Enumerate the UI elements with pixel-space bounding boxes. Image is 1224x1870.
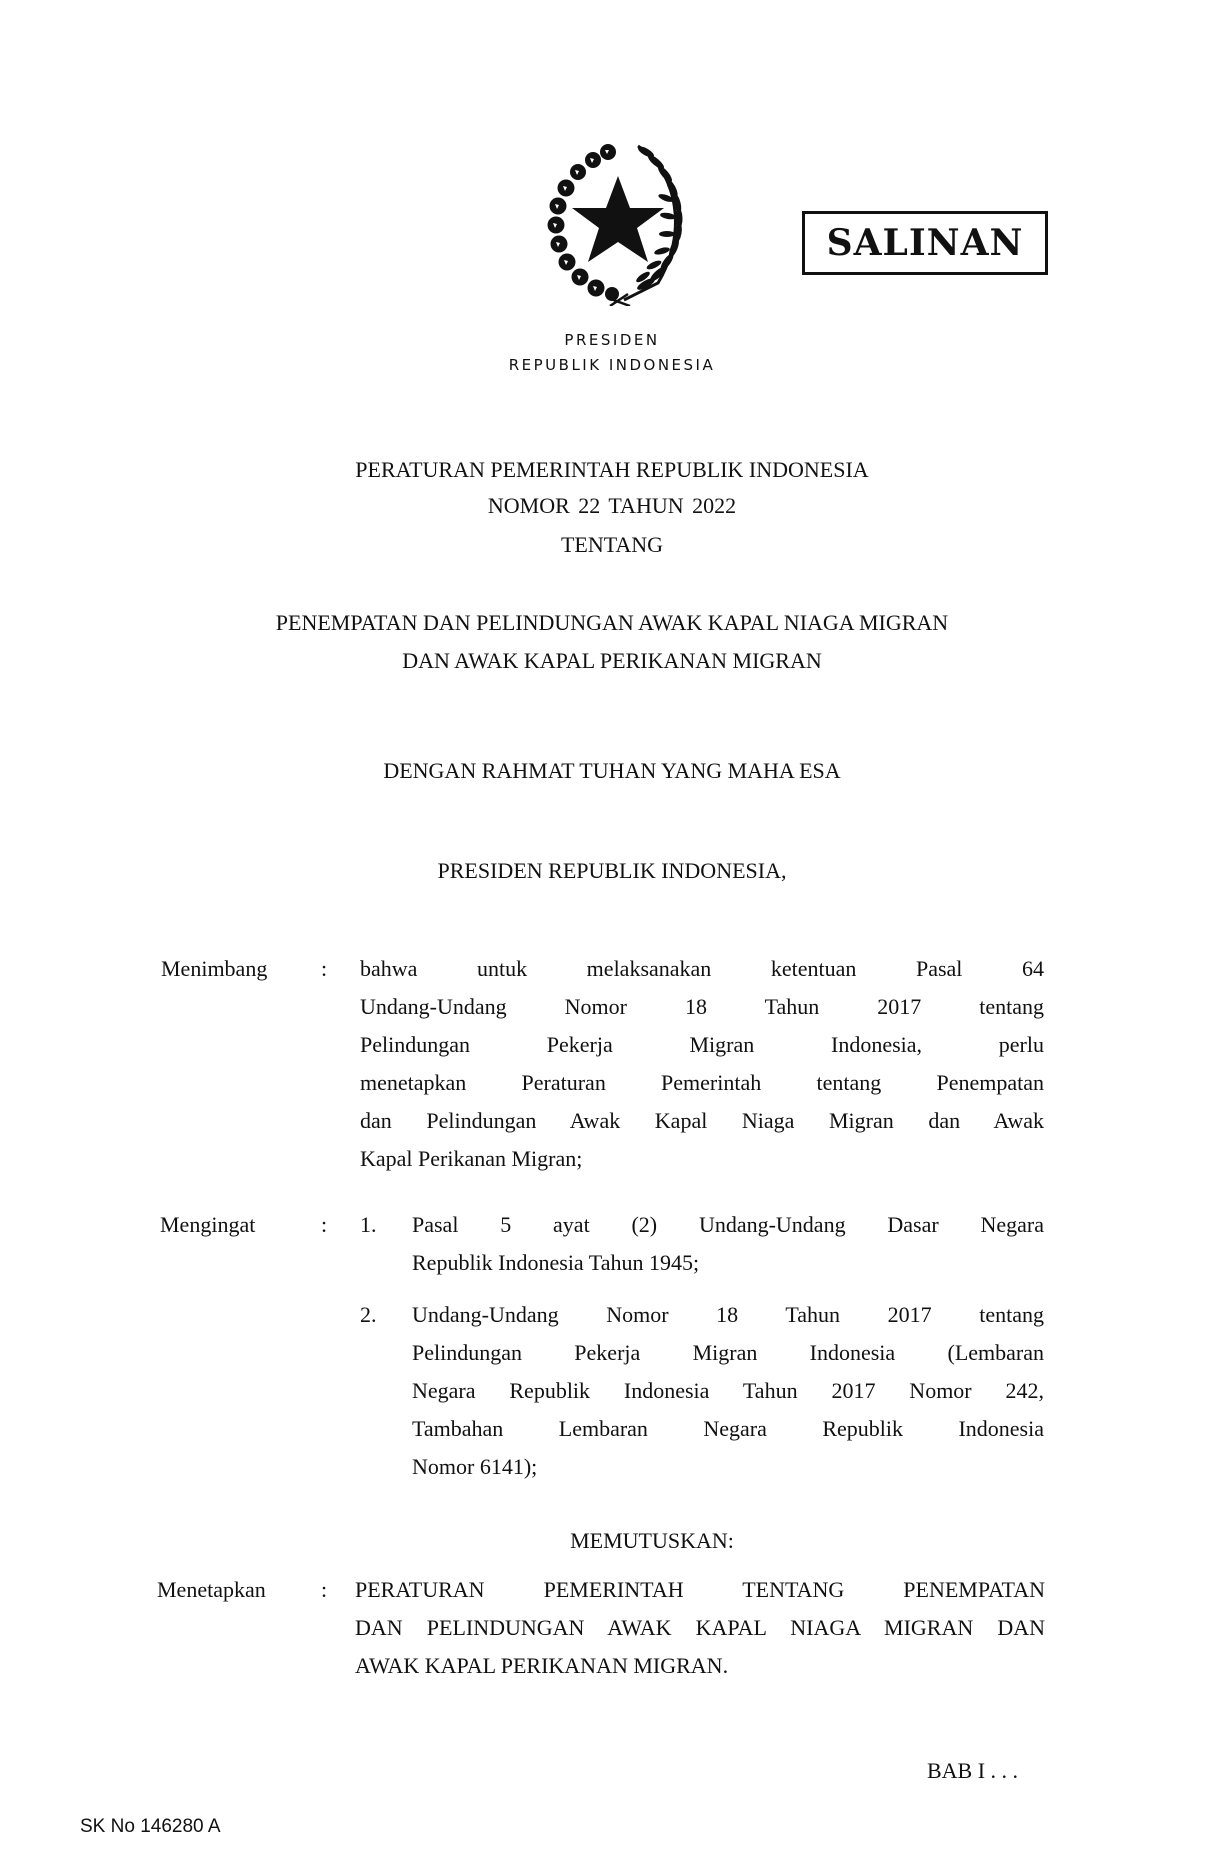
regulation-subject-line-1: PENEMPATAN DAN PELINDUNGAN AWAK KAPAL NIAGA MIGRAN [275,610,949,635]
sk-number: SK No 146280 A [80,1816,221,1837]
mengingat-item-line: Tambahan Lembaran Negara Republik Indonesia [412,1416,1044,1441]
menetapkan-colon: : [321,1577,328,1602]
continuation-marker: BAB I . . . [927,1758,1019,1783]
mengingat-label: Mengingat [160,1212,256,1237]
menetapkan-line: DAN PELINDUNGAN AWAK KAPAL NIAGA MIGRAN DAN [355,1615,1045,1640]
decision-heading: MEMUTUSKAN: [570,1528,734,1553]
mengingat-item-1 [412,1206,1044,1282]
issuer: PRESIDEN REPUBLIK INDONESIA, [437,858,787,883]
menetapkan-line: PERATURAN PEMERINTAH TENTANG PENEMPATAN [355,1577,1045,1602]
menetapkan-label: Menetapkan [157,1577,266,1602]
menimbang-line: Pelindungan Pekerja Migran Indonesia, perlu [360,1032,1044,1057]
menetapkan-text [355,1571,1045,1685]
invocation: DENGAN RAHMAT TUHAN YANG MAHA ESA [383,758,841,783]
menimbang-line: Undang-Undang Nomor 18 Tahun 2017 tentang [360,994,1044,1019]
tentang-label: TENTANG [560,532,664,557]
mengingat-item-line: Pasal 5 ayat (2) Undang-Undang Dasar Negara [412,1212,1044,1237]
menimbang-line: Kapal Perikanan Migran; [360,1146,583,1171]
mengingat-colon: : [321,1212,328,1237]
menimbang-colon: : [321,956,328,981]
mengingat-item-line: Pelindungan Pekerja Migran Indonesia (Lembaran [412,1340,1044,1365]
menimbang-line: menetapkan Peraturan Pemerintah tentang Penempatan [360,1070,1044,1095]
office-line-presiden: PRESIDEN [564,331,660,349]
menimbang-label: Menimbang [161,956,268,981]
mengingat-item-2 [412,1296,1044,1486]
menetapkan-line: AWAK KAPAL PERIKANAN MIGRAN. [355,1653,729,1678]
presidential-emblem-icon [538,138,700,306]
office-line-republik-indonesia: REPUBLIK INDONESIA [508,356,716,374]
mengingat-item-line: Undang-Undang Nomor 18 Tahun 2017 tentang [412,1302,1044,1327]
menimbang-line: dan Pelindungan Awak Kapal Niaga Migran dan Awak [360,1108,1044,1133]
salinan-label: SALINAN [826,222,1024,264]
mengingat-item-line: Nomor 6141); [412,1454,538,1479]
salinan-stamp [802,211,1048,275]
regulation-number: NOMOR 22 TAHUN 2022 [487,493,737,518]
menimbang-line: bahwa untuk melaksanakan ketentuan Pasal 64 [360,956,1044,981]
mengingat-item-line: Negara Republik Indonesia Tahun 2017 Nomor 242, [412,1378,1044,1403]
mengingat-item-number: 2. [360,1302,377,1327]
regulation-title: PERATURAN PEMERINTAH REPUBLIK INDONESIA [355,457,869,482]
menimbang-text [360,950,1044,1178]
regulation-subject-line-2: DAN AWAK KAPAL PERIKANAN MIGRAN [402,648,822,673]
mengingat-item-line: Republik Indonesia Tahun 1945; [412,1250,700,1275]
mengingat-item-number: 1. [360,1212,377,1237]
